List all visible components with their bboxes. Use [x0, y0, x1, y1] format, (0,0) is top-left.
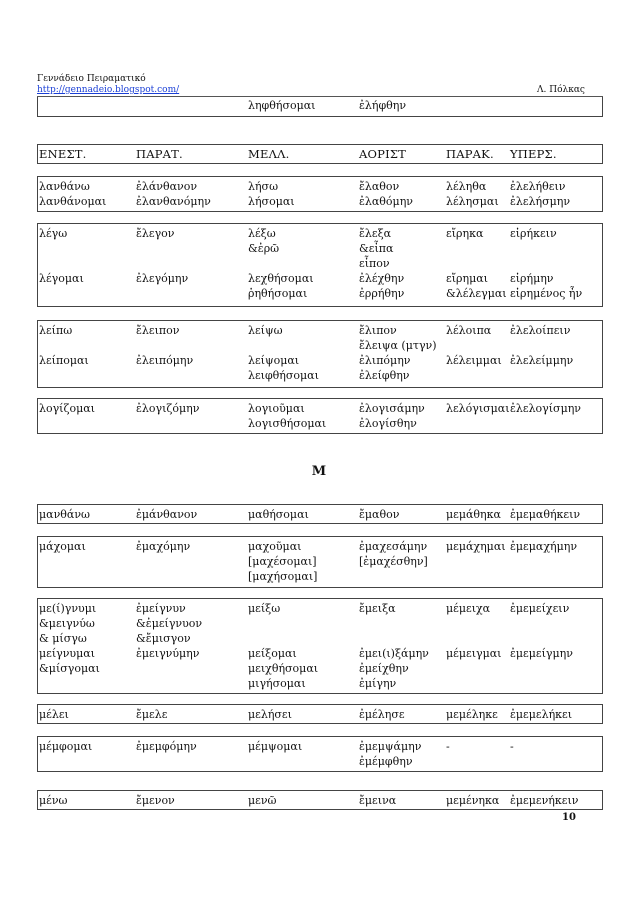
table-cell: &μίσγομαι	[39, 662, 100, 675]
table-row	[38, 257, 602, 271]
table-cell: -	[510, 740, 514, 753]
table-cell: ἐμεμείχειν	[510, 602, 570, 615]
table-cell: λέλοιπα	[446, 324, 492, 337]
table-cell: ἐρρήθην	[359, 287, 405, 300]
table-row	[38, 740, 602, 754]
verb-block	[37, 790, 603, 810]
table-cell: εἴρημαι	[446, 272, 488, 285]
table-cell: ἐλανθανόμην	[136, 195, 211, 208]
table-cell: ἐμει(ι)ξάμην	[359, 647, 429, 660]
table-cell: &ἐμείγνυον	[136, 617, 203, 630]
table-cell: μείξω	[248, 602, 281, 615]
table-cell: λανθάνομαι	[39, 195, 107, 208]
table-cell: ἐμείγνυν	[136, 602, 186, 615]
table-row	[38, 632, 602, 646]
table-cell: με(ί)γνυμι	[39, 602, 97, 615]
page-number: 10	[562, 812, 576, 823]
school-name: Γεννάδειο Πειραματικό	[37, 74, 146, 84]
table-cell: μιγήσομαι	[248, 677, 306, 690]
table-cell: μέμφομαι	[39, 740, 93, 753]
table-cell: λείπω	[39, 324, 73, 337]
col-parak: ΠΑΡΑΚ.	[446, 147, 494, 161]
table-cell: ἔμεινα	[359, 794, 397, 807]
table-row	[38, 369, 602, 383]
table-row	[38, 647, 602, 661]
table-cell: ἔμειξα	[359, 602, 396, 615]
table-cell: λέλειμμαι	[446, 354, 502, 367]
top-aor: ἐλήφθην	[359, 99, 407, 112]
table-cell: &ἔμισγον	[136, 632, 191, 645]
table-cell: λειφθήσομαι	[248, 369, 319, 382]
table-cell: μαχοῦμαι	[248, 540, 302, 553]
table-row	[38, 555, 602, 569]
table-row	[38, 662, 602, 676]
table-cell: ἐμαχεσάμην	[359, 540, 428, 553]
top-mell: ληφθήσομαι	[248, 99, 316, 112]
table-row	[38, 227, 602, 241]
table-cell: λέγω	[39, 227, 68, 240]
verb-block	[37, 536, 603, 588]
table-cell: εἰρημένος ἦν	[510, 287, 583, 300]
table-cell: εἰρήκειν	[510, 227, 557, 240]
table-cell: μεμάθηκα	[446, 508, 501, 521]
table-row	[38, 508, 602, 522]
table-row	[38, 272, 602, 286]
table-cell: ἔλιπον	[359, 324, 397, 337]
table-cell: &εἶπα	[359, 242, 394, 255]
table-cell: ἐλιπόμην	[359, 354, 411, 367]
table-row	[38, 354, 602, 368]
col-aor: ΑΟΡΙΣΤ	[359, 147, 407, 161]
verb-block	[37, 176, 603, 212]
col-parat: ΠΑΡΑΤ.	[136, 147, 183, 161]
table-row	[38, 708, 602, 722]
table-cell: μεμέληκε	[446, 708, 498, 721]
verb-block	[37, 320, 603, 388]
table-cell: ἐμείχθην	[359, 662, 409, 675]
verb-block	[37, 504, 603, 524]
table-cell: ἐμεμφόμην	[136, 740, 197, 753]
table-cell: λογίζομαι	[39, 402, 95, 415]
table-cell: ἐμειγνύμην	[136, 647, 200, 660]
table-row	[38, 402, 602, 416]
table-cell: ἐμεμείγμην	[510, 647, 573, 660]
table-cell: εἰρήμην	[510, 272, 554, 285]
table-cell: μείγνυμαι	[39, 647, 95, 660]
table-cell: μελήσει	[248, 708, 292, 721]
table-cell: μεμάχημαι	[446, 540, 506, 553]
table-row	[38, 339, 602, 353]
table-cell: μέμειχα	[446, 602, 491, 615]
table-row	[38, 617, 602, 631]
table-cell: ἔλειπον	[136, 324, 180, 337]
table-cell: ἐλεγόμην	[136, 272, 189, 285]
col-ypers: ΥΠΕΡΣ.	[510, 147, 557, 161]
table-cell: ῥηθήσομαι	[248, 287, 308, 300]
table-cell: ἐμεμαθήκειν	[510, 508, 581, 521]
table-cell: εἴρηκα	[446, 227, 484, 240]
table-cell: λανθάνω	[39, 180, 90, 193]
table-cell: ἐλαθόμην	[359, 195, 413, 208]
table-cell: λείπομαι	[39, 354, 89, 367]
table-row	[38, 755, 602, 769]
table-cell: μάχομαι	[39, 540, 86, 553]
table-row	[38, 794, 602, 808]
table-cell: ἐλελήσμην	[510, 195, 571, 208]
header-left	[37, 74, 179, 96]
table-cell: λέλησμαι	[446, 195, 499, 208]
section-letter: Μ	[311, 464, 327, 479]
table-cell: ἐλελείμμην	[510, 354, 574, 367]
table-cell: λέληθα	[446, 180, 487, 193]
table-cell: μαθήσομαι	[248, 508, 309, 521]
table-cell: [μαχέσομαι]	[248, 555, 317, 568]
table-cell: ἐμέλησε	[359, 708, 405, 721]
table-cell: &λέλεγμαι	[446, 287, 507, 300]
table-row	[38, 242, 602, 256]
table-cell: λέξω	[248, 227, 276, 240]
table-cell: & μίσγω	[39, 632, 87, 645]
table-cell: λείψω	[248, 324, 283, 337]
table-cell: ἔλεγον	[136, 227, 175, 240]
table-row	[38, 417, 602, 431]
table-cell: ἐλογιζόμην	[136, 402, 200, 415]
table-row	[38, 570, 602, 584]
table-cell: ἐλειπόμην	[136, 354, 194, 367]
table-cell: ἐλελοίπειν	[510, 324, 571, 337]
table-cell: ἐμεμαχήμην	[510, 540, 578, 553]
table-cell: ἐμεμελήκει	[510, 708, 573, 721]
verb-block	[37, 398, 603, 434]
table-cell: ἐμαχόμην	[136, 540, 191, 553]
table-cell: μέμψομαι	[248, 740, 303, 753]
table-cell: λογιοῦμαι	[248, 402, 305, 415]
table-cell: λήσομαι	[248, 195, 295, 208]
table-cell: ἐλελογίσμην	[510, 402, 581, 415]
blog-link[interactable]: http://gennadeio.blogspot.com/	[37, 85, 180, 95]
col-mell: ΜΕΛΛ.	[248, 147, 290, 161]
table-cell: μέλει	[39, 708, 69, 721]
table-cell: ἔμενον	[136, 794, 175, 807]
table-cell: λελόγισμαι	[446, 402, 510, 415]
top-continuation-row	[37, 97, 603, 117]
table-cell: μανθάνω	[39, 508, 90, 521]
table-cell: &μειγνύω	[39, 617, 95, 630]
verb-block	[37, 736, 603, 772]
table-cell: [μαχήσομαι]	[248, 570, 318, 583]
col-enest: ΕΝΕΣΤ.	[39, 147, 87, 161]
table-row	[38, 287, 602, 301]
table-row	[38, 540, 602, 554]
table-cell: μεμένηκα	[446, 794, 500, 807]
table-cell: εἶπον	[359, 257, 390, 270]
table-cell: ἔλειψα (μτγν)	[359, 339, 437, 352]
table-cell: ἐλογισάμην	[359, 402, 425, 415]
table-cell: ἐμεμενήκειν	[510, 794, 579, 807]
table-cell: ἐλάνθανον	[136, 180, 198, 193]
table-cell: μενῶ	[248, 794, 277, 807]
column-header-row	[37, 144, 603, 164]
table-cell: &ἐρῶ	[248, 242, 280, 255]
table-cell: ἐμέμφθην	[359, 755, 413, 768]
verb-block	[37, 223, 603, 307]
table-cell: μέμειγμαι	[446, 647, 502, 660]
table-cell: [ἐμαχέσθην]	[359, 555, 428, 568]
table-row	[38, 195, 602, 209]
table-cell: ἐμεμψάμην	[359, 740, 422, 753]
table-cell: μένω	[39, 794, 68, 807]
table-cell: λήσω	[248, 180, 279, 193]
table-cell: λείψομαι	[248, 354, 300, 367]
table-row	[38, 677, 602, 691]
table-cell: ἐλελήθειν	[510, 180, 566, 193]
table-cell: ἐλογίσθην	[359, 417, 417, 430]
table-cell: ἐλείφθην	[359, 369, 410, 382]
table-cell: ἔμελε	[136, 708, 168, 721]
table-cell: λογισθήσομαι	[248, 417, 327, 430]
table-cell: ἐλέχθην	[359, 272, 405, 285]
verb-block	[37, 598, 603, 694]
table-cell: ἔμαθον	[359, 508, 400, 521]
verb-block	[37, 704, 603, 724]
table-cell: μειχθήσομαι	[248, 662, 319, 675]
table-cell: μείξομαι	[248, 647, 297, 660]
table-cell: λεχθήσομαι	[248, 272, 314, 285]
table-cell: λέγομαι	[39, 272, 84, 285]
table-cell: ἐμάνθανον	[136, 508, 198, 521]
table-cell: ἔλαθον	[359, 180, 400, 193]
table-cell: ἐμίγην	[359, 677, 397, 690]
table-row	[38, 180, 602, 194]
table-cell: -	[446, 740, 450, 753]
table-cell: ἔλεξα	[359, 227, 392, 240]
table-row	[38, 324, 602, 338]
table-row	[38, 602, 602, 616]
author-name: Λ. Πόλκας	[537, 85, 585, 95]
